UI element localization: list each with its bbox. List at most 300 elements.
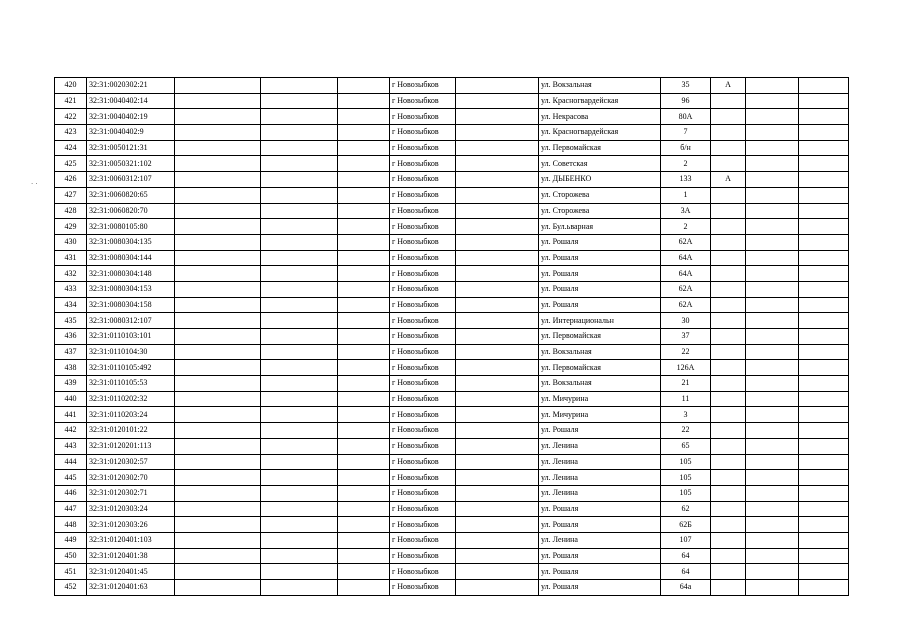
empty-cell bbox=[746, 454, 799, 470]
table-row bbox=[55, 391, 849, 407]
empty-cell bbox=[261, 438, 338, 454]
row-number-cell: 447 bbox=[55, 501, 87, 517]
cadastral-number-cell: 32:31:0120401:103 bbox=[87, 532, 175, 548]
table-row bbox=[55, 266, 849, 282]
empty-cell bbox=[261, 187, 338, 203]
empty-cell bbox=[746, 391, 799, 407]
letter-cell bbox=[711, 454, 746, 470]
house-number-cell: 22 bbox=[661, 423, 711, 439]
cadastral-number-cell: 32:31:0060820:65 bbox=[87, 187, 175, 203]
empty-cell bbox=[175, 360, 261, 376]
scan-artifact: · · bbox=[31, 180, 38, 188]
empty-cell bbox=[799, 391, 849, 407]
row-number-cell: 426 bbox=[55, 172, 87, 188]
empty-cell bbox=[456, 172, 539, 188]
empty-cell bbox=[799, 423, 849, 439]
street-cell: ул. Рошаля bbox=[539, 234, 661, 250]
street-cell: ул. Рошаля bbox=[539, 517, 661, 533]
cadastral-number-cell: 32:31:0120201:113 bbox=[87, 438, 175, 454]
cadastral-number-cell: 32:31:0040402:9 bbox=[87, 125, 175, 141]
row-number-cell: 427 bbox=[55, 187, 87, 203]
house-number-cell: 107 bbox=[661, 532, 711, 548]
empty-cell bbox=[175, 454, 261, 470]
empty-cell bbox=[261, 548, 338, 564]
cadastral-number-cell: 32:31:0120401:63 bbox=[87, 580, 175, 596]
row-number-cell: 451 bbox=[55, 564, 87, 580]
cadastral-number-cell: 32:31:0050121:31 bbox=[87, 140, 175, 156]
empty-cell bbox=[338, 423, 390, 439]
empty-cell bbox=[799, 454, 849, 470]
empty-cell bbox=[799, 485, 849, 501]
empty-cell bbox=[746, 203, 799, 219]
empty-cell bbox=[456, 234, 539, 250]
empty-cell bbox=[746, 517, 799, 533]
empty-cell bbox=[799, 297, 849, 313]
house-number-cell: 64а bbox=[661, 580, 711, 596]
empty-cell bbox=[175, 234, 261, 250]
table-row bbox=[55, 187, 849, 203]
letter-cell bbox=[711, 438, 746, 454]
table-row bbox=[55, 313, 849, 329]
row-number-cell: 429 bbox=[55, 219, 87, 235]
street-cell: ул. Рошаля bbox=[539, 281, 661, 297]
street-cell: ул. Ленина bbox=[539, 532, 661, 548]
street-cell: ул. Рошаля bbox=[539, 266, 661, 282]
empty-cell bbox=[338, 234, 390, 250]
registry-table bbox=[54, 77, 849, 596]
house-number-cell: 2 bbox=[661, 156, 711, 172]
house-number-cell: 62А bbox=[661, 281, 711, 297]
empty-cell bbox=[175, 548, 261, 564]
empty-cell bbox=[338, 329, 390, 345]
empty-cell bbox=[338, 470, 390, 486]
letter-cell bbox=[711, 140, 746, 156]
letter-cell bbox=[711, 470, 746, 486]
house-number-cell: 64 bbox=[661, 564, 711, 580]
house-number-cell: 3А bbox=[661, 203, 711, 219]
table-row bbox=[55, 93, 849, 109]
table-row bbox=[55, 501, 849, 517]
empty-cell bbox=[799, 219, 849, 235]
empty-cell bbox=[338, 344, 390, 360]
empty-cell bbox=[338, 391, 390, 407]
city-cell: г Новозыбков bbox=[390, 344, 456, 360]
cadastral-number-cell: 32:31:0040402:19 bbox=[87, 109, 175, 125]
table-row bbox=[55, 281, 849, 297]
street-cell: ул. Сторожева bbox=[539, 187, 661, 203]
letter-cell bbox=[711, 297, 746, 313]
street-cell: ул. Некрасова bbox=[539, 109, 661, 125]
cadastral-number-cell: 32:31:0120302:57 bbox=[87, 454, 175, 470]
empty-cell bbox=[338, 485, 390, 501]
empty-cell bbox=[456, 313, 539, 329]
table-row bbox=[55, 172, 849, 188]
registry-body bbox=[55, 78, 849, 596]
city-cell: г Новозыбков bbox=[390, 391, 456, 407]
city-cell: г Новозыбков bbox=[390, 250, 456, 266]
city-cell: г Новозыбков bbox=[390, 109, 456, 125]
empty-cell bbox=[338, 125, 390, 141]
empty-cell bbox=[746, 187, 799, 203]
letter-cell bbox=[711, 376, 746, 392]
house-number-cell: 3 bbox=[661, 407, 711, 423]
city-cell: г Новозыбков bbox=[390, 454, 456, 470]
row-number-cell: 424 bbox=[55, 140, 87, 156]
street-cell: ул. Рошаля bbox=[539, 250, 661, 266]
empty-cell bbox=[746, 234, 799, 250]
empty-cell bbox=[261, 109, 338, 125]
empty-cell bbox=[261, 564, 338, 580]
table-row bbox=[55, 140, 849, 156]
empty-cell bbox=[799, 532, 849, 548]
city-cell: г Новозыбков bbox=[390, 423, 456, 439]
house-number-cell: 96 bbox=[661, 93, 711, 109]
street-cell: ул. ДЫБЕНКО bbox=[539, 172, 661, 188]
empty-cell bbox=[261, 203, 338, 219]
cadastral-number-cell: 32:31:0080304:148 bbox=[87, 266, 175, 282]
empty-cell bbox=[261, 501, 338, 517]
empty-cell bbox=[261, 470, 338, 486]
empty-cell bbox=[456, 532, 539, 548]
letter-cell bbox=[711, 313, 746, 329]
city-cell: г Новозыбков bbox=[390, 93, 456, 109]
street-cell: ул. Рошаля bbox=[539, 297, 661, 313]
row-number-cell: 452 bbox=[55, 580, 87, 596]
empty-cell bbox=[261, 580, 338, 596]
empty-cell bbox=[746, 172, 799, 188]
city-cell: г Новозыбков bbox=[390, 234, 456, 250]
empty-cell bbox=[456, 407, 539, 423]
city-cell: г Новозыбков bbox=[390, 125, 456, 141]
empty-cell bbox=[261, 156, 338, 172]
street-cell: ул. Ленина bbox=[539, 438, 661, 454]
empty-cell bbox=[456, 109, 539, 125]
empty-cell bbox=[746, 297, 799, 313]
street-cell: ул. Рошаля bbox=[539, 548, 661, 564]
empty-cell bbox=[456, 156, 539, 172]
empty-cell bbox=[338, 532, 390, 548]
row-number-cell: 450 bbox=[55, 548, 87, 564]
empty-cell bbox=[261, 454, 338, 470]
table-row bbox=[55, 532, 849, 548]
empty-cell bbox=[338, 156, 390, 172]
cadastral-number-cell: 32:31:0120401:45 bbox=[87, 564, 175, 580]
cadastral-number-cell: 32:31:0110104:30 bbox=[87, 344, 175, 360]
row-number-cell: 421 bbox=[55, 93, 87, 109]
empty-cell bbox=[175, 125, 261, 141]
street-cell: ул. Ленина bbox=[539, 454, 661, 470]
empty-cell bbox=[338, 438, 390, 454]
street-cell: ул. Мичурина bbox=[539, 407, 661, 423]
row-number-cell: 448 bbox=[55, 517, 87, 533]
table-row bbox=[55, 564, 849, 580]
empty-cell bbox=[746, 501, 799, 517]
cadastral-number-cell: 32:31:0110202:32 bbox=[87, 391, 175, 407]
street-cell: ул. Ленина bbox=[539, 470, 661, 486]
empty-cell bbox=[175, 329, 261, 345]
empty-cell bbox=[261, 266, 338, 282]
empty-cell bbox=[261, 391, 338, 407]
empty-cell bbox=[338, 297, 390, 313]
empty-cell bbox=[746, 140, 799, 156]
empty-cell bbox=[261, 250, 338, 266]
table-row bbox=[55, 125, 849, 141]
empty-cell bbox=[746, 313, 799, 329]
house-number-cell: 62 bbox=[661, 501, 711, 517]
table-row bbox=[55, 423, 849, 439]
city-cell: г Новозыбков bbox=[390, 172, 456, 188]
empty-cell bbox=[261, 125, 338, 141]
empty-cell bbox=[175, 203, 261, 219]
street-cell: ул. Сторожева bbox=[539, 203, 661, 219]
house-number-cell: 2 bbox=[661, 219, 711, 235]
empty-cell bbox=[175, 219, 261, 235]
empty-cell bbox=[338, 281, 390, 297]
letter-cell bbox=[711, 187, 746, 203]
empty-cell bbox=[746, 156, 799, 172]
letter-cell bbox=[711, 281, 746, 297]
city-cell: г Новозыбков bbox=[390, 580, 456, 596]
empty-cell bbox=[799, 344, 849, 360]
empty-cell bbox=[261, 360, 338, 376]
empty-cell bbox=[261, 517, 338, 533]
city-cell: г Новозыбков bbox=[390, 532, 456, 548]
street-cell: ул. Рошаля bbox=[539, 501, 661, 517]
empty-cell bbox=[261, 78, 338, 94]
cadastral-number-cell: 32:31:0060312:107 bbox=[87, 172, 175, 188]
city-cell: г Новозыбков bbox=[390, 501, 456, 517]
table-row bbox=[55, 438, 849, 454]
letter-cell bbox=[711, 125, 746, 141]
letter-cell bbox=[711, 250, 746, 266]
empty-cell bbox=[175, 438, 261, 454]
empty-cell bbox=[338, 454, 390, 470]
letter-cell bbox=[711, 548, 746, 564]
row-number-cell: 430 bbox=[55, 234, 87, 250]
table-row bbox=[55, 360, 849, 376]
empty-cell bbox=[456, 423, 539, 439]
empty-cell bbox=[261, 219, 338, 235]
house-number-cell: 21 bbox=[661, 376, 711, 392]
house-number-cell: 105 bbox=[661, 485, 711, 501]
city-cell: г Новозыбков bbox=[390, 329, 456, 345]
empty-cell bbox=[456, 266, 539, 282]
letter-cell bbox=[711, 109, 746, 125]
empty-cell bbox=[175, 313, 261, 329]
empty-cell bbox=[175, 376, 261, 392]
empty-cell bbox=[799, 501, 849, 517]
letter-cell bbox=[711, 329, 746, 345]
empty-cell bbox=[261, 172, 338, 188]
house-number-cell: 62А bbox=[661, 297, 711, 313]
empty-cell bbox=[799, 580, 849, 596]
row-number-cell: 440 bbox=[55, 391, 87, 407]
empty-cell bbox=[799, 250, 849, 266]
empty-cell bbox=[799, 234, 849, 250]
cadastral-number-cell: 32:31:0120401:38 bbox=[87, 548, 175, 564]
table-row bbox=[55, 156, 849, 172]
row-number-cell: 439 bbox=[55, 376, 87, 392]
empty-cell bbox=[338, 187, 390, 203]
house-number-cell: 7 bbox=[661, 125, 711, 141]
table-row bbox=[55, 470, 849, 486]
city-cell: г Новозыбков bbox=[390, 360, 456, 376]
street-cell: ул. Вокзальная bbox=[539, 78, 661, 94]
empty-cell bbox=[456, 564, 539, 580]
city-cell: г Новозыбков bbox=[390, 548, 456, 564]
empty-cell bbox=[456, 501, 539, 517]
empty-cell bbox=[746, 219, 799, 235]
city-cell: г Новозыбков bbox=[390, 297, 456, 313]
house-number-cell: 105 bbox=[661, 470, 711, 486]
empty-cell bbox=[799, 140, 849, 156]
letter-cell bbox=[711, 203, 746, 219]
house-number-cell: б/н bbox=[661, 140, 711, 156]
house-number-cell: 65 bbox=[661, 438, 711, 454]
empty-cell bbox=[746, 250, 799, 266]
cadastral-number-cell: 32:31:0120303:24 bbox=[87, 501, 175, 517]
house-number-cell: 64А bbox=[661, 250, 711, 266]
empty-cell bbox=[338, 109, 390, 125]
house-number-cell: 62А bbox=[661, 234, 711, 250]
empty-cell bbox=[175, 485, 261, 501]
empty-cell bbox=[456, 78, 539, 94]
street-cell: ул. Вокзальная bbox=[539, 376, 661, 392]
city-cell: г Новозыбков bbox=[390, 187, 456, 203]
empty-cell bbox=[338, 548, 390, 564]
row-number-cell: 441 bbox=[55, 407, 87, 423]
letter-cell bbox=[711, 219, 746, 235]
table-row bbox=[55, 376, 849, 392]
cadastral-number-cell: 32:31:0110103:101 bbox=[87, 329, 175, 345]
house-number-cell: 64 bbox=[661, 548, 711, 564]
city-cell: г Новозыбков bbox=[390, 438, 456, 454]
empty-cell bbox=[746, 344, 799, 360]
street-cell: ул. Рошаля bbox=[539, 564, 661, 580]
empty-cell bbox=[799, 313, 849, 329]
table-row bbox=[55, 297, 849, 313]
row-number-cell: 434 bbox=[55, 297, 87, 313]
empty-cell bbox=[338, 407, 390, 423]
row-number-cell: 425 bbox=[55, 156, 87, 172]
empty-cell bbox=[456, 187, 539, 203]
row-number-cell: 423 bbox=[55, 125, 87, 141]
empty-cell bbox=[799, 93, 849, 109]
letter-cell bbox=[711, 564, 746, 580]
empty-cell bbox=[175, 423, 261, 439]
letter-cell: А bbox=[711, 172, 746, 188]
table-row bbox=[55, 548, 849, 564]
empty-cell bbox=[746, 580, 799, 596]
city-cell: г Новозыбков bbox=[390, 376, 456, 392]
letter-cell bbox=[711, 532, 746, 548]
city-cell: г Новозыбков bbox=[390, 517, 456, 533]
street-cell: ул. Первомайская bbox=[539, 140, 661, 156]
house-number-cell: 11 bbox=[661, 391, 711, 407]
row-number-cell: 445 bbox=[55, 470, 87, 486]
empty-cell bbox=[261, 281, 338, 297]
empty-cell bbox=[175, 172, 261, 188]
empty-cell bbox=[746, 266, 799, 282]
empty-cell bbox=[338, 501, 390, 517]
house-number-cell: 80А bbox=[661, 109, 711, 125]
empty-cell bbox=[456, 454, 539, 470]
letter-cell bbox=[711, 407, 746, 423]
empty-cell bbox=[456, 203, 539, 219]
street-cell: ул. Интернациональн bbox=[539, 313, 661, 329]
empty-cell bbox=[799, 360, 849, 376]
empty-cell bbox=[175, 580, 261, 596]
table-row bbox=[55, 454, 849, 470]
empty-cell bbox=[799, 470, 849, 486]
house-number-cell: 62Б bbox=[661, 517, 711, 533]
empty-cell bbox=[338, 203, 390, 219]
empty-cell bbox=[261, 93, 338, 109]
cadastral-number-cell: 32:31:0080312:107 bbox=[87, 313, 175, 329]
empty-cell bbox=[456, 125, 539, 141]
street-cell: ул. Мичурина bbox=[539, 391, 661, 407]
table-row bbox=[55, 580, 849, 596]
house-number-cell: 133 bbox=[661, 172, 711, 188]
row-number-cell: 438 bbox=[55, 360, 87, 376]
cadastral-number-cell: 32:31:0120101:22 bbox=[87, 423, 175, 439]
cadastral-number-cell: 32:31:0080105:80 bbox=[87, 219, 175, 235]
table-row bbox=[55, 109, 849, 125]
empty-cell bbox=[746, 548, 799, 564]
empty-cell bbox=[175, 391, 261, 407]
empty-cell bbox=[338, 313, 390, 329]
city-cell: г Новозыбков bbox=[390, 281, 456, 297]
empty-cell bbox=[175, 78, 261, 94]
row-number-cell: 436 bbox=[55, 329, 87, 345]
empty-cell bbox=[261, 485, 338, 501]
empty-cell bbox=[456, 438, 539, 454]
city-cell: г Новозыбков bbox=[390, 407, 456, 423]
empty-cell bbox=[338, 172, 390, 188]
empty-cell bbox=[456, 344, 539, 360]
table-row bbox=[55, 250, 849, 266]
empty-cell bbox=[746, 485, 799, 501]
street-cell: ул. Вокзальная bbox=[539, 344, 661, 360]
letter-cell bbox=[711, 93, 746, 109]
empty-cell bbox=[261, 407, 338, 423]
cadastral-number-cell: 32:31:0060820:70 bbox=[87, 203, 175, 219]
empty-cell bbox=[261, 344, 338, 360]
row-number-cell: 431 bbox=[55, 250, 87, 266]
empty-cell bbox=[746, 93, 799, 109]
street-cell: ул. Рошаля bbox=[539, 423, 661, 439]
city-cell: г Новозыбков bbox=[390, 219, 456, 235]
row-number-cell: 432 bbox=[55, 266, 87, 282]
table-row bbox=[55, 344, 849, 360]
empty-cell bbox=[261, 532, 338, 548]
cadastral-number-cell: 32:31:0120302:70 bbox=[87, 470, 175, 486]
empty-cell bbox=[456, 329, 539, 345]
row-number-cell: 449 bbox=[55, 532, 87, 548]
cadastral-number-cell: 32:31:0120302:71 bbox=[87, 485, 175, 501]
row-number-cell: 446 bbox=[55, 485, 87, 501]
empty-cell bbox=[799, 329, 849, 345]
empty-cell bbox=[456, 219, 539, 235]
cadastral-number-cell: 32:31:0110105:53 bbox=[87, 376, 175, 392]
empty-cell bbox=[175, 517, 261, 533]
city-cell: г Новозыбков bbox=[390, 266, 456, 282]
empty-cell bbox=[175, 470, 261, 486]
empty-cell bbox=[338, 140, 390, 156]
empty-cell bbox=[175, 344, 261, 360]
letter-cell bbox=[711, 234, 746, 250]
empty-cell bbox=[746, 564, 799, 580]
